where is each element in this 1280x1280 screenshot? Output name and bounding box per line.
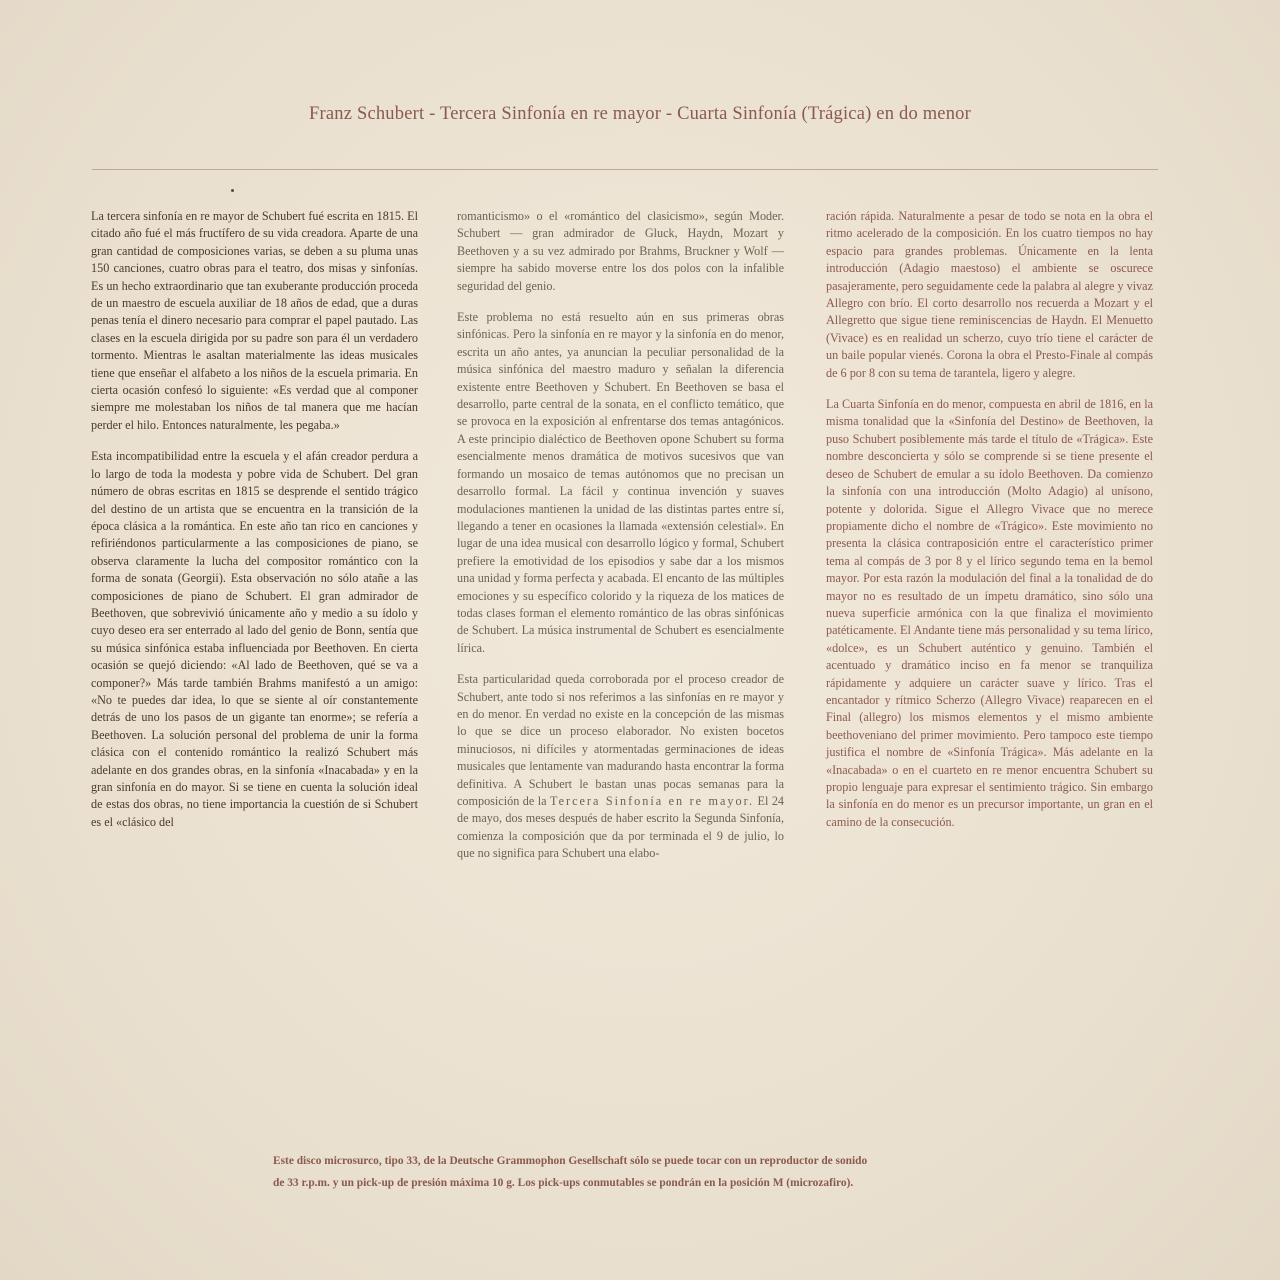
paragraph — [457, 671, 784, 862]
paragraph: La tercera sinfonía en re mayor de Schubert fué escrita en 1815. El citado año fué el más fructífero de su vida creadora. Aparte de una gran cantidad de composiciones varias, se deben a su pluma unas 150 canciones, cuatro obras para el teatro, dos misas y sinfonías. Es un hecho extraordinario que tan exuberante producción proceda de un maestro de escuela auxiliar de 18 años de edad, que a duras penas tenía el dinero necesario para comprar el papel pautado. Las clases en la escuela dirigida por su padre son para él un verdadero tormento. Mientras le asaltan materialmente las ideas musicales tiene que enseñar el alfabeto a los niños de la escuela primaria. En cierta ocasión confesó lo siguiente: «Es verdad que al componer siempre me molestaban los niños de tal manera que me hacían perder el hilo. Entonces naturalmente, les pegaba.» — [91, 209, 418, 432]
paragraph: romanticismo» o el «romántico del clasicismo», según Moder. Schubert — gran admirador de Gluck, Haydn, Mozart y Beethoven y a su vez admirado por Brahms, Bruckner y Wolf — siempre ha sabido moverse entre los dos polos con la infalible seguridad del genio. — [457, 209, 784, 293]
playback-note-line: Este disco microsurco, tipo 33, de la Deutsche Grammophon Gesellschaft sólo se puede tocar con un reproductor de sonido — [273, 1155, 868, 1167]
playback-note-line: de 33 r.p.m. y un pick-up de presión máxima 10 g. Los pick-ups conmutables se pondrán en la posición M (microzafiro). — [273, 1177, 854, 1189]
paragraph: La Cuarta Sinfonía en do menor, compuesta en abril de 1816, en la misma tonalidad que la «Sinfonía del Destino» de Beethoven, la puso Schubert posiblemente más tarde el título de «Trágica». Este nombre desconcierta y sólo se comprende si se tiene presente el deseo de Schubert de emular a su ídolo Beethoven. Da comienzo la sinfonía con una introducción (Molto Adagio) al unísono, potente y dolorida. Sigue el Allegro Vivace que no merece propiamente dicho el nombre de «Trágico». Este movimiento no presenta la clásica contraposición entre el característico primer tema al compás de 3 por 8 y el lírico segundo tema en la bemol mayor. Por esta razón la modulación del final a la tonalidad de do mayor no es resultado de un ímpetu dramático, sino sólo una nueva superficie armónica con la que finaliza el movimiento patéticamente. El Andante tiene más personalidad y su tema lírico, «dolce», es un Schubert auténtico y genuino. También el acentuado y dramático inciso en fa menor se tranquiliza rápidamente y adquiere un carácter suave y lírico. Tras el encantador y rítmico Scherzo (Allegro Vivace) reaparecen en el Final (allegro) los mismos elementos y el mismo ambiente beethoveniano del primer movimiento. Pero tampoco este tiempo justifica el nombre de «Sinfonía Trágica». Más adelante en la «Inacabada» o en el cuarteto en re menor encuentra Schubert su propio lenguaje para expresar el sentimiento trágico. Sin embargo la sinfonía en do menor es un precursor importante, un gran en el camino de la consecución. — [826, 397, 1153, 829]
playback-note — [273, 1150, 973, 1194]
paragraph: Esta incompatibilidad entre la escuela y el afán creador perdura a lo largo de toda la modesta y pobre vida de Schubert. Del gran número de obras escritas en 1815 se desprende el sentido trágico del destino de un artista que se encuentra en la transición de la época clásica a la romántica. En este año tan rico en canciones y refiriéndonos particularmente a las composiciones de piano, se observa claramente la lucha del compositor romántico con la forma de sonata (Georgii). Esta observación no sólo atañe a las composiciones de piano de Schubert. El gran admirador de Beethoven, que sobrevivió únicamente año y medio a su ídolo y cuyo deseo era ser enterrado al lado del genio de Bonn, sentía que su música sinfónica estaba influenciada por Beethoven. En cierta ocasión se quejó diciendo: «Al lado de Beethoven, qué se va a componer?» Más tarde también Brahms manifestó a un amigo: «No te puedes dar idea, lo que se siente al oír constantemente detrás de uno los pasos de un gigante tan enorme»; se refería a Beethoven. La solución personal del problema de unir la forma clásica con el contenido romántico la realizó Schubert más adelante en dos grandes obras, en la sinfonía «Inacabada» y en la gran sinfonía en do mayor. Si se tiene en cuenta la solución ideal de estas dos obras, no tiene importancia la cuestión de si Schubert es el «clásico del — [91, 449, 418, 829]
spaced-work-title: Tercera Sinfonía en re mayor. — [550, 794, 755, 808]
ink-dot — [231, 189, 234, 192]
text-column-1 — [91, 208, 418, 845]
paragraph: Este problema no está resuelto aún en sus primeras obras sinfónicas. Pero la sinfonía en re mayor y la sinfonía en do menor, escrita un año antes, ya anuncian la peculiar personalidad de la música sinfónica del maestro maduro y señalan la diferencia existente entre Beethoven y Schubert. En Beethoven se basa el desarrollo, parte central de la sonata, en el conflicto temático, que se provoca en la exposición al enfrentarse dos temas antagónicos. A este principio dialéctico de Beethoven opone Schubert su forma esencialmente menos dramática de motivos sucesivos que van formando un mosaico de temas autónomos que no precisan un desarrollo formal. La fácil y continua invención y suaves modulaciones mantienen la unidad de las distintas partes entre sí, llegando a tener en ocasiones la llamada «extensión celestial». En lugar de una idea musical con desarrollo lógico y formal, Schubert prefiere la emotividad de los episodios y sabe dar a los mismos una unidad y forma perfecta y acabada. El encanto de las múltiples emociones y su específico colorido y la riqueza de los matices de todas clases forman el elemento romántico de las obras sinfónicas de Schubert. La música instrumental de Schubert es esencialmente lírica. — [457, 310, 784, 655]
text-column-3 — [826, 208, 1153, 845]
text-column-2 — [457, 208, 784, 877]
paragraph-text: Esta particularidad queda corroborada por el proceso creador de Schubert, ante todo si nos referimos a las sinfonías en re mayor y en do menor. En verdad no existe en la concepción de las mismas lo que se dice un proceso elaborador. No existen bocetos minuciosos, ni difíciles y atormentadas germinaciones de ideas musicales que lentamente van madurando hasta encontrar la forma definitiva. A Schubert le bastan unas pocas semanas para la composición de la — [457, 672, 784, 808]
page-title: Franz Schubert - Tercera Sinfonía en re mayor - Cuarta Sinfonía (Trágica) en do menor — [309, 104, 971, 124]
paragraph-text: El 24 de mayo, dos meses después de haber escrito la Segunda Sinfonía, comienza la composición que da por terminada el 9 de julio, lo que no significa para Schubert una elabo- — [457, 794, 785, 861]
paragraph: ración rápida. Naturalmente a pesar de todo se nota en la obra el ritmo acelerado de la composición. En los cuatro tiempos no hay espacio para grandes problemas. Únicamente en la lenta introducción (Adagio maestoso) el ambiente se oscurece pasajeramente, pero seguidamente cede la palabra al alegre y vivaz Allegro con brío. El corto desarrollo nos recuerda a Mozart y el Allegretto que sigue tiene reminiscencias de Haydn. El Menuetto (Vivace) es en realidad un scherzo, cuyo trío tiene el carácter de un baile popular vienés. Corona la obra el Presto-Finale al compás de 6 por 8 con su tema de tarantela, ligero y alegre. — [826, 209, 1153, 380]
title-divider — [92, 169, 1158, 170]
